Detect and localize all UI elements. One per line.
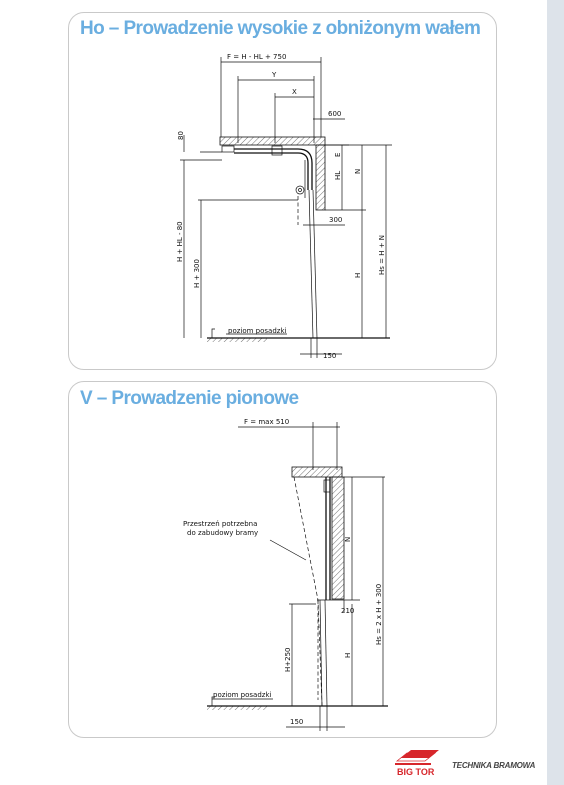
dim-210: 210 — [341, 607, 355, 615]
space-note-line2: do zabudowy bramy — [187, 529, 259, 537]
floor-label: poziom posadzki — [228, 327, 287, 335]
dim-h: H — [354, 272, 362, 278]
dim-150: 150 — [290, 718, 304, 726]
dim-x: X — [292, 88, 297, 96]
dim-h-hl-80: H + HL - 80 — [176, 221, 184, 262]
dim-e: E — [334, 152, 342, 157]
dim-150: 150 — [323, 352, 337, 360]
dim-y: Y — [272, 71, 277, 79]
dim-80: 80 — [177, 131, 185, 140]
dim-h-300: H + 300 — [193, 259, 201, 288]
dim-300: 300 — [329, 216, 343, 224]
dim-hs: Hs = H + N — [378, 234, 386, 275]
dim-h-250: H+250 — [284, 647, 292, 672]
dim-hl: HL — [334, 170, 342, 180]
panel-title: Ho – Prowadzenie wysokie z obniżonym wałem — [80, 18, 481, 39]
dim-n: N — [354, 168, 362, 174]
dim-f: F = H - HL + 750 — [227, 53, 287, 61]
brand-tagline: TECHNIKA BRAMOWA — [452, 761, 536, 770]
dim-f-max: F = max 510 — [244, 418, 290, 426]
panel-title: V – Prowadzenie pionowe — [80, 388, 299, 409]
dim-h: H — [344, 652, 352, 658]
floor-label: poziom posadzki — [213, 691, 272, 699]
dim-n: N — [344, 536, 352, 542]
dim-600: 600 — [328, 110, 342, 118]
dim-hs: Hs = 2 x H + 300 — [375, 583, 383, 645]
brand-name: BIG TOR — [397, 767, 435, 777]
space-note-line1: Przestrzeń potrzebna — [183, 520, 258, 528]
